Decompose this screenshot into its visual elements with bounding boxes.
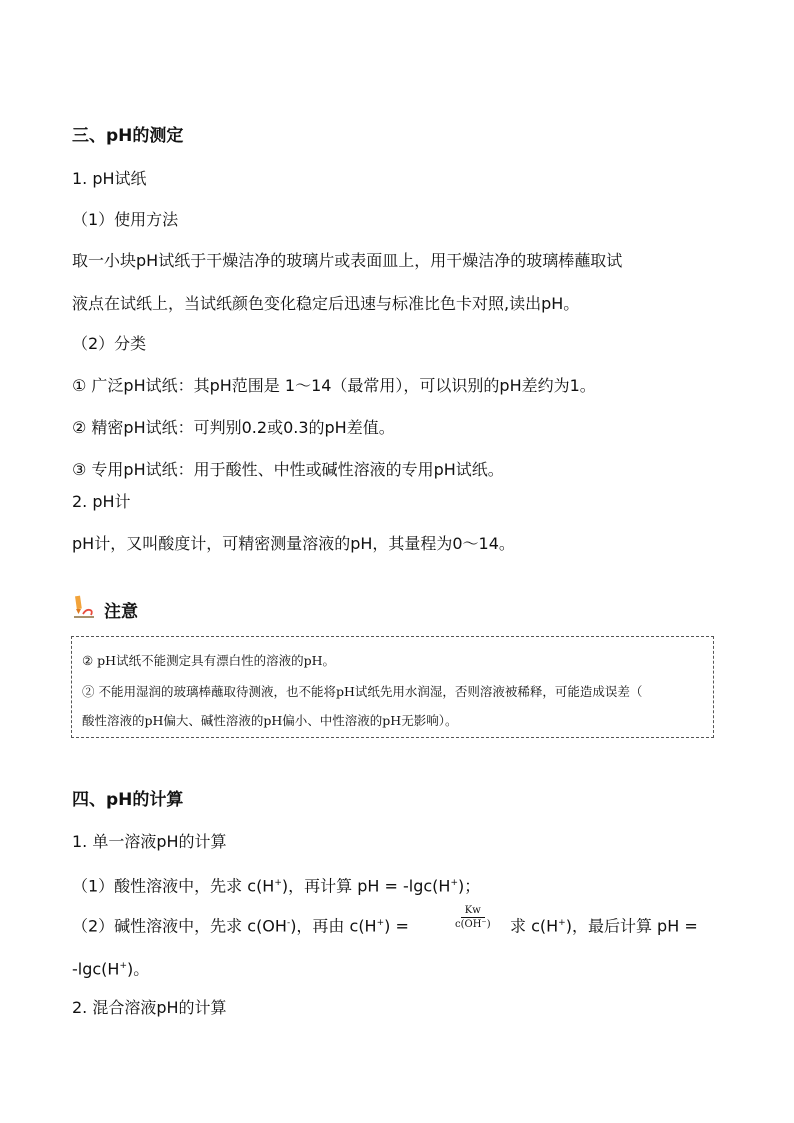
note-header <box>72 597 138 621</box>
usage-text-line-1: 取一小块pH试纸于干燥洁净的玻璃片或表面皿上，用干燥洁净的玻璃棒蘸取试 <box>72 251 623 270</box>
pencil-note-icon <box>72 595 96 623</box>
subheading-ph-meter: 2. pH计 <box>72 492 131 511</box>
base-calc-line-part2: 求 c(H+)，最后计算 pH = <box>510 916 698 936</box>
subheading-mixed-solution: 2. 混合溶液pH的计算 <box>72 998 227 1017</box>
class-item-precise: ② 精密pH试纸：可判别0.2或0.3的pH差值。 <box>72 418 395 437</box>
note-title: 注意 <box>104 601 138 622</box>
ph-meter-text: pH计，又叫酸度计，可精密测量溶液的pH，其量程为0～14。 <box>72 534 515 553</box>
usage-text-line-2: 液点在试纸上，当试纸颜色变化稳定后迅速与标准比色卡对照,读出pH。 <box>72 294 580 313</box>
note-line-2: ② 不能用湿润的玻璃棒蘸取待测液，也不能将pH试纸先用水润湿，否则溶液被稀释，可能造成误差（ <box>82 684 643 699</box>
usage-title: （1）使用方法 <box>72 210 179 229</box>
section-heading-ph-measurement: 三、pH的测定 <box>72 126 184 146</box>
base-calc-line-part1: （2）碱性溶液中，先求 c(OH-)，再由 c(H+) = <box>72 916 409 936</box>
class-item-broad: ① 广泛pH试纸：其pH范围是 1～14（最常用），可以识别的pH差约为1。 <box>72 376 596 395</box>
section-heading-ph-calculation: 四、pH的计算 <box>72 790 184 810</box>
note-box <box>71 636 714 738</box>
base-calc-line-2: -lgc(H+)。 <box>72 959 150 979</box>
classification-title: （2）分类 <box>72 334 147 353</box>
class-item-special: ③ 专用pH试纸：用于酸性、中性或碱性溶液的专用pH试纸。 <box>72 460 504 479</box>
note-line-1: ② pH试纸不能测定具有漂白性的溶液的pH。 <box>82 653 335 668</box>
fraction-denominator: c(OH⁻) <box>455 919 491 930</box>
subheading-ph-paper: 1. pH试纸 <box>72 169 147 188</box>
fraction-numerator: Kw <box>461 905 485 918</box>
acid-calc-line: （1）酸性溶液中，先求 c(H+)，再计算 pH = -lgc(H+)； <box>72 876 481 896</box>
kw-fraction <box>455 905 491 931</box>
subheading-single-solution: 1. 单一溶液pH的计算 <box>72 832 227 851</box>
note-line-3: 酸性溶液的pH偏大、碱性溶液的pH偏小、中性溶液的pH无影响）。 <box>82 713 458 728</box>
